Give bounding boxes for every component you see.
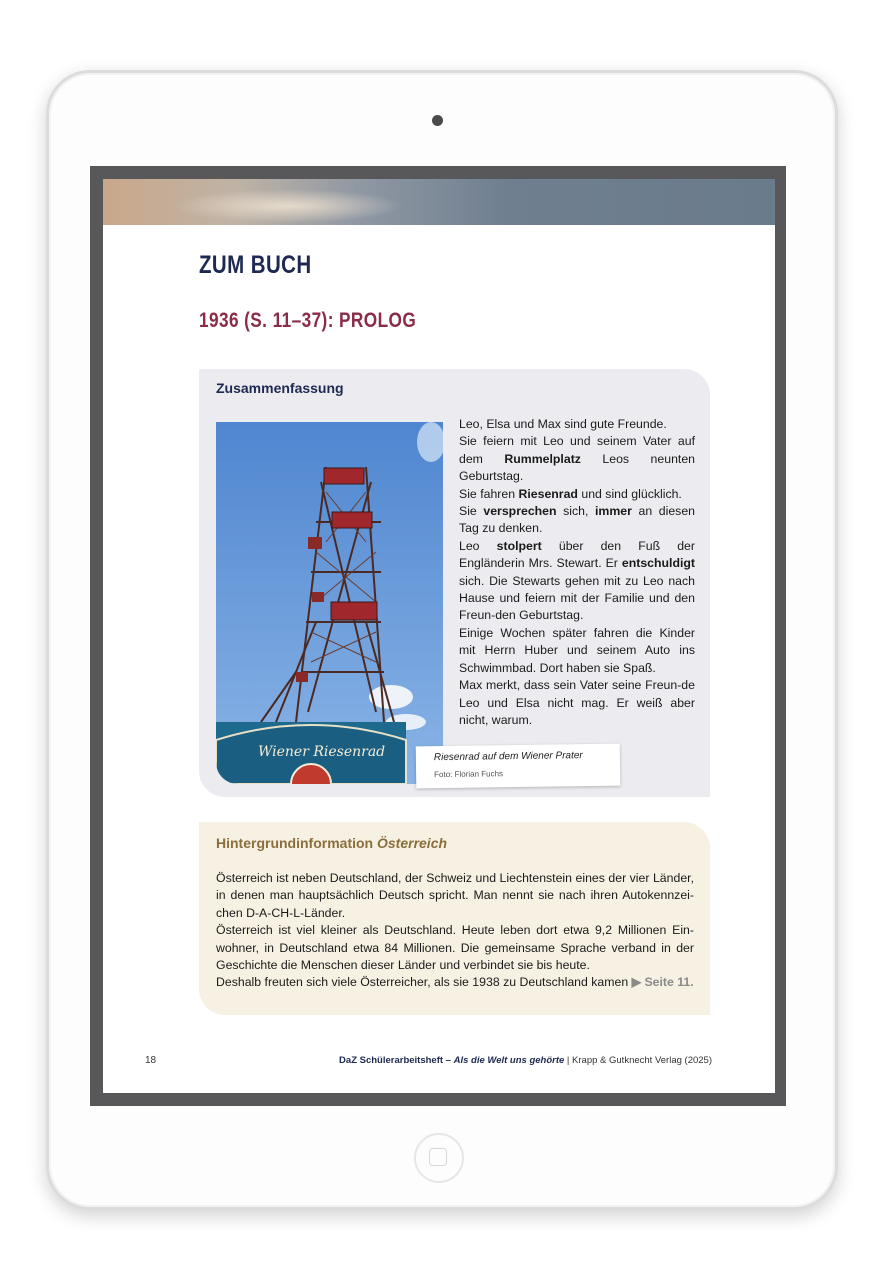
photo-caption: [416, 744, 621, 789]
background-info-title: Hintergrundinformation Österreich: [216, 835, 448, 851]
document-page: [103, 179, 775, 1093]
ferris-wheel-photo: [216, 422, 443, 784]
chapter-title: 1936 (S. 11–37): PROLOG: [199, 309, 417, 332]
header-sky-image: [103, 179, 775, 225]
camera-icon: [432, 115, 443, 126]
page-number: 18: [145, 1055, 157, 1066]
caption-text: Riesenrad auf dem Wiener Prater: [433, 750, 583, 764]
background-info-box: [199, 822, 710, 1015]
photo-sign-text: Wiener Riesenrad: [258, 744, 386, 760]
background-info-text: Österreich ist neben Deutschland, der Schweiz und Liechtenstein eines der vier Länder, in denen man hauptsächlich Deutsch spricht. Man nennt sie nach ihren Autokennzei-chen D-A-CH-L-Länder. Österreich ist viel kleiner als Deutschland. Heute leben dort etwa 9,2 Millionen Ein-wohner, in Deutschland etwa 84 Millionen. Die gemeinsame Sprache verband in der Geschichte die Menschen dieser Länder und verbindet sie bis heute. Deshalb freuten sich viele Österreicher, als sie 1938 zu Deutschland kamen ▶ Seite 11.: [216, 871, 694, 990]
summary-title: Zusammenfassung: [216, 380, 344, 396]
home-button-icon: [429, 1148, 447, 1166]
page-title: ZUM BUCH: [199, 251, 312, 279]
summary-box: [199, 369, 710, 797]
page-reference-link[interactable]: ▶ Seite 11.: [631, 975, 694, 990]
footer-citation: DaZ Schülerarbeitsheft – Als die Welt uns gehörte | Krapp & Gutknecht Verlag (2025): [339, 1055, 712, 1066]
photo-credit: Foto: Florian Fuchs: [434, 769, 504, 780]
summary-text: Leo, Elsa und Max sind gute Freunde. Sie feiern mit Leo und seinem Vater auf dem Rummelplatz Leos neunten Geburtstag. Sie fahren Riesenrad und sind glücklich. Sie versprechen sich, immer an diesen Tag zu denken. Leo stolpert über den Fuß der Engländerin Mrs. Stewart. Er entschuldigt sich. Die Stewarts gehen mit zu Leo nach Hause und feiern mit der Familie und den Freun-den Geburtstag. Einige Wochen später fahren die Kinder mit Herrn Huber und seinem Auto ins Schwimmbad. Dort haben sie Spaß. Max merkt, dass sein Vater seine Freun-de Leo und Elsa nicht mag. Er weiß aber nicht, warum.: [459, 417, 696, 727]
